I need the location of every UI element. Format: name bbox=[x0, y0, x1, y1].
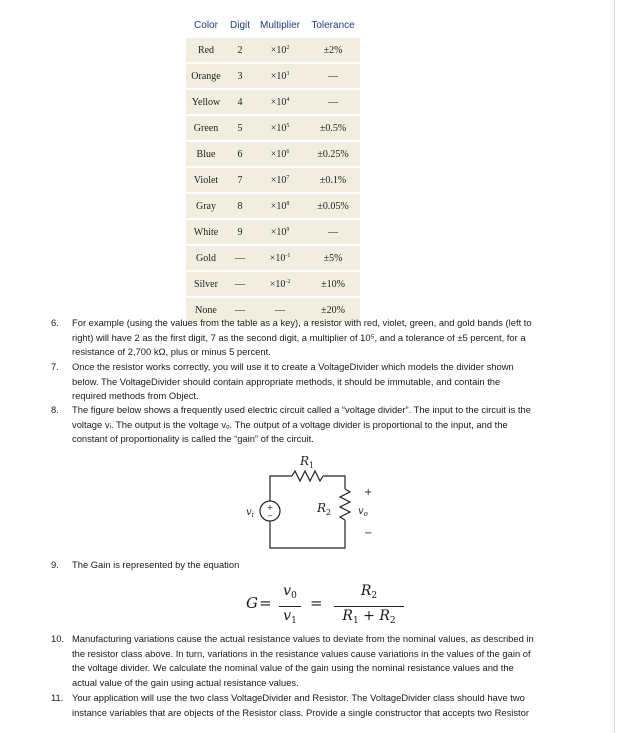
wire-top-left bbox=[270, 476, 292, 501]
cell-tolerance: ±0.1% bbox=[306, 167, 360, 193]
multiplier-exponent: 8 bbox=[286, 200, 290, 207]
multiplier-base: ×10 bbox=[270, 44, 287, 56]
multiplier-base: ×10 bbox=[269, 278, 286, 290]
cell-digit: 3 bbox=[226, 63, 254, 89]
item-line: constant of proportionality is called the “gain” of the circuit. bbox=[72, 433, 314, 445]
item-line: Once the resistor works correctly, you will use it to create a VoltageDivider which models the divider shown bbox=[72, 361, 514, 372]
equation-lhs: G bbox=[246, 594, 258, 612]
cell-color: Yellow bbox=[186, 89, 226, 115]
vi-label: $v_i$ bbox=[246, 507, 254, 519]
item-line: resistance of 2,700 kΩ, plus or minus 5 percent. bbox=[72, 346, 271, 358]
cell-digit: 2 bbox=[226, 37, 254, 63]
multiplier-exponent: 2 bbox=[286, 44, 290, 51]
item-line: Your application will use the two class VoltageDivider and Resistor. The VoltageDivider class should have two bbox=[72, 692, 525, 703]
item-text bbox=[72, 360, 575, 404]
list-item-10 bbox=[51, 632, 575, 690]
header-multiplier: Multiplier bbox=[254, 14, 306, 37]
cell-color: Orange bbox=[186, 63, 226, 89]
output-minus: − bbox=[364, 528, 373, 539]
resistor-color-table bbox=[186, 14, 360, 322]
item-text bbox=[72, 691, 575, 720]
table-header-row bbox=[186, 14, 360, 37]
cell-color: Gray bbox=[186, 193, 226, 219]
multiplier-exponent: -2 bbox=[285, 278, 291, 285]
item-line: The figure below shows a frequently used electric circuit called a “voltage divider”. The input to the circuit is the bbox=[72, 404, 531, 415]
multiplier-base: ×10 bbox=[270, 174, 287, 186]
r2-label: $R_2$ bbox=[317, 501, 332, 517]
cell-multiplier bbox=[254, 167, 306, 193]
fraction-numerator: $R_2$ bbox=[360, 583, 378, 601]
fraction-resistance-ratio bbox=[334, 583, 404, 630]
list-item-7 bbox=[51, 360, 575, 404]
item-line: the voltage divider. We calculate the nominal value of the gain using the nominal resistance values and the bbox=[72, 662, 514, 674]
item-line: instance variables that are objects of the Resistor class. Provide a single constructor that accepts two Resistor bbox=[72, 706, 529, 718]
page-right-border bbox=[614, 0, 615, 733]
item-number: 8. bbox=[51, 404, 59, 415]
source-plus: + bbox=[266, 503, 274, 512]
cell-color: Green bbox=[186, 115, 226, 141]
item-text bbox=[72, 632, 575, 690]
item-number: 11. bbox=[51, 692, 64, 703]
source-minus: − bbox=[267, 512, 273, 520]
multiplier-exponent: -1 bbox=[285, 252, 291, 259]
table-row bbox=[186, 271, 360, 297]
header-color: Color bbox=[186, 14, 226, 37]
r1-label: $R_1$ bbox=[300, 454, 315, 470]
list-item-8 bbox=[51, 403, 575, 447]
header-tolerance: Tolerance bbox=[306, 14, 360, 37]
multiplier-exponent: 7 bbox=[286, 174, 290, 181]
cell-multiplier bbox=[254, 141, 306, 167]
cell-digit: 6 bbox=[226, 141, 254, 167]
cell-digit: 9 bbox=[226, 219, 254, 245]
multiplier-exponent: 3 bbox=[286, 70, 290, 77]
item-text bbox=[72, 316, 575, 360]
multiplier-base: ×10 bbox=[270, 148, 287, 160]
equation-equals-2: = bbox=[310, 594, 323, 612]
multiplier-base: ×10 bbox=[270, 96, 287, 108]
voltage-divider-circuit bbox=[230, 452, 390, 552]
cell-color: White bbox=[186, 219, 226, 245]
multiplier-exponent: 5 bbox=[286, 122, 290, 129]
item-line: The Gain is represented by the equation bbox=[72, 559, 240, 570]
cell-color: Silver bbox=[186, 271, 226, 297]
cell-color: Violet bbox=[186, 167, 226, 193]
cell-multiplier bbox=[254, 115, 306, 141]
item-line: For example (using the values from the table as a key), a resistor with red, violet, green, and gold bands (left to bbox=[72, 317, 532, 328]
resistor-r1-zigzag bbox=[292, 471, 323, 481]
fraction-voltage-ratio bbox=[279, 583, 301, 630]
item-line: right) will have 2 as the first digit, 7 as the second digit, a multiplier of 10⁵, and a tolerance of ±5 percent, for a bbox=[72, 331, 526, 343]
item-line: the resistor class above. In turn, variations in the resistance values cause variations in the values of the gain of bbox=[72, 647, 531, 659]
cell-color: Red bbox=[186, 37, 226, 63]
fraction-denominator: $R_1 + R_2$ bbox=[342, 608, 396, 626]
multiplier-base: ×10 bbox=[270, 200, 287, 212]
wire-top-right bbox=[323, 476, 345, 489]
fraction-bar bbox=[279, 606, 301, 607]
table-body bbox=[186, 37, 360, 322]
fraction-numerator: $v_0$ bbox=[283, 583, 297, 601]
cell-tolerance: ±0.25% bbox=[306, 141, 360, 167]
list-item-9 bbox=[51, 558, 575, 573]
cell-digit: — bbox=[226, 297, 254, 322]
multiplier-base: — bbox=[275, 304, 286, 316]
item-line: required methods from Object. bbox=[72, 390, 199, 402]
cell-color: Gold bbox=[186, 245, 226, 271]
multiplier-exponent: 6 bbox=[286, 148, 290, 155]
cell-tolerance: ±10% bbox=[306, 271, 360, 297]
table-row bbox=[186, 219, 360, 245]
cell-tolerance: — bbox=[306, 219, 360, 245]
multiplier-exponent: 4 bbox=[286, 96, 290, 103]
cell-tolerance: ±5% bbox=[306, 245, 360, 271]
table-row bbox=[186, 37, 360, 63]
multiplier-base: ×10 bbox=[270, 226, 287, 238]
cell-digit: 8 bbox=[226, 193, 254, 219]
cell-multiplier bbox=[254, 193, 306, 219]
table-row bbox=[186, 89, 360, 115]
equation-equals-1: = bbox=[259, 594, 272, 612]
cell-multiplier bbox=[254, 63, 306, 89]
table-row bbox=[186, 115, 360, 141]
cell-digit: 5 bbox=[226, 115, 254, 141]
item-number: 10. bbox=[51, 633, 65, 644]
cell-tolerance: — bbox=[306, 89, 360, 115]
item-text bbox=[72, 558, 575, 573]
vo-label: $v_o$ bbox=[358, 506, 368, 518]
cell-color: None bbox=[186, 297, 226, 322]
item-text bbox=[72, 403, 575, 447]
cell-multiplier bbox=[254, 245, 306, 271]
wire-right-bottom bbox=[270, 520, 345, 548]
cell-tolerance: ±2% bbox=[306, 37, 360, 63]
multiplier-base: ×10 bbox=[270, 122, 287, 134]
item-line: below. The VoltageDivider should contain appropriate methods, it should be immutable, and contain the bbox=[72, 375, 501, 387]
cell-tolerance: ±0.5% bbox=[306, 115, 360, 141]
table-row bbox=[186, 63, 360, 89]
item-number: 9. bbox=[51, 559, 59, 570]
multiplier-exponent: 9 bbox=[286, 226, 290, 233]
cell-multiplier bbox=[254, 89, 306, 115]
item-line: Manufacturing variations cause the actual resistance values to deviate from the nominal values, as described in bbox=[72, 633, 534, 644]
cell-color: Blue bbox=[186, 141, 226, 167]
multiplier-base: ×10 bbox=[270, 70, 287, 82]
cell-digit: — bbox=[226, 245, 254, 271]
item-number: 7. bbox=[51, 361, 59, 372]
cell-multiplier bbox=[254, 37, 306, 63]
item-line: actual value of the gain using actual resistance values. bbox=[72, 676, 299, 688]
fraction-bar bbox=[334, 606, 404, 607]
cell-multiplier bbox=[254, 271, 306, 297]
cell-digit: — bbox=[226, 271, 254, 297]
cell-tolerance: ±0.05% bbox=[306, 193, 360, 219]
resistor-r2-zigzag bbox=[340, 489, 350, 520]
list-item-6 bbox=[51, 316, 575, 360]
table-row bbox=[186, 245, 360, 271]
multiplier-base: ×10 bbox=[269, 252, 286, 264]
output-plus: + bbox=[364, 487, 373, 498]
cell-tolerance: ±20% bbox=[306, 297, 360, 322]
item-number: 6. bbox=[51, 317, 59, 328]
table-row bbox=[186, 141, 360, 167]
cell-multiplier bbox=[254, 219, 306, 245]
table-row bbox=[186, 193, 360, 219]
cell-tolerance: — bbox=[306, 63, 360, 89]
cell-digit: 7 bbox=[226, 167, 254, 193]
list-item-11 bbox=[51, 691, 575, 720]
item-line: voltage vᵢ. The output is the voltage vₒ. The output of a voltage divider is proportional to the input, and the bbox=[72, 418, 508, 430]
fraction-denominator: $v_1$ bbox=[283, 608, 297, 626]
table-row bbox=[186, 167, 360, 193]
header-digit: Digit bbox=[226, 14, 254, 37]
cell-digit: 4 bbox=[226, 89, 254, 115]
